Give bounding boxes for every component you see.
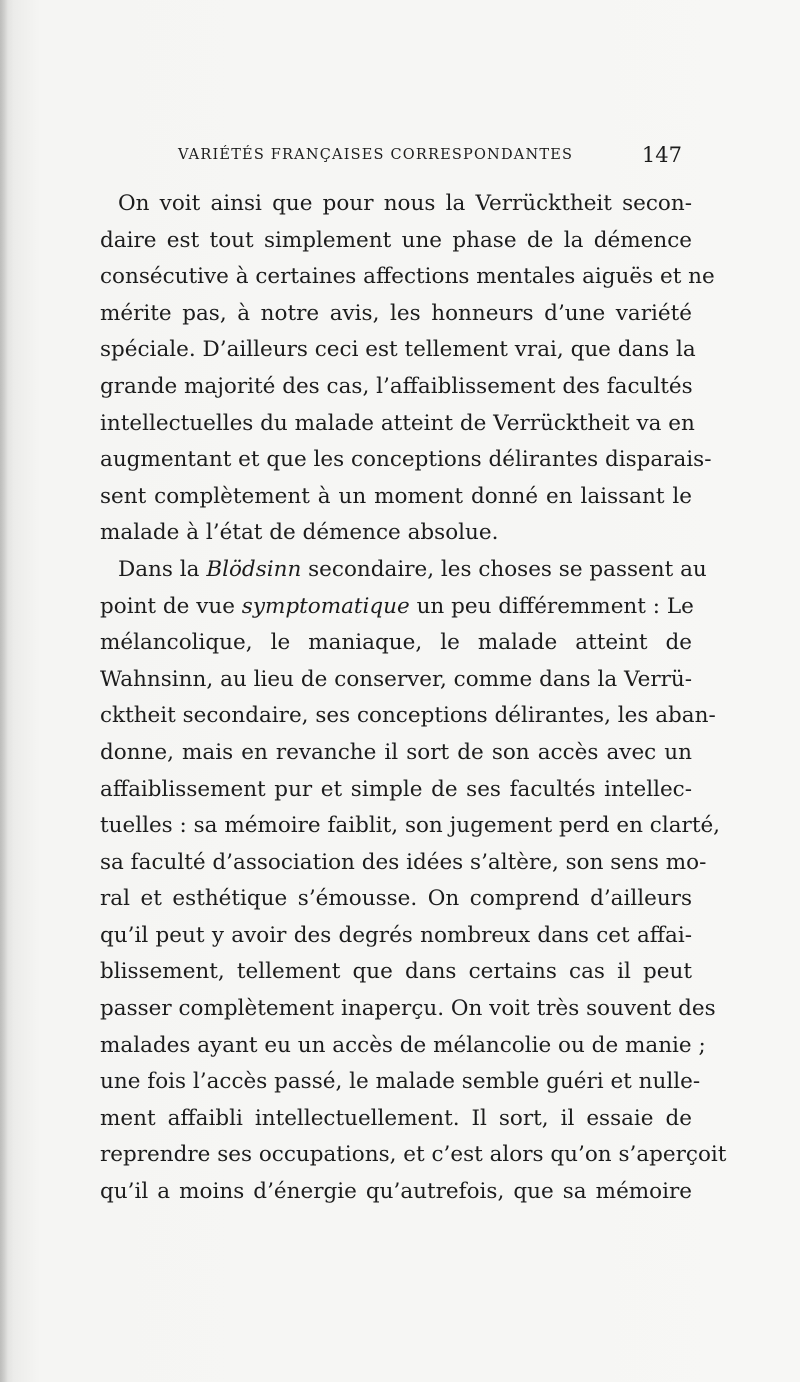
text-line: malades ayant eu un accès de mélancolie ou de manie ; [100, 1032, 706, 1058]
body-text [100, 186, 727, 1211]
text-line: cktheit secondaire, ses conceptions délirantes, les aban- [100, 703, 716, 729]
spine-shadow [0, 0, 8, 1382]
text-run: secondaire, les choses se passent au [301, 556, 707, 582]
text-line: affaiblissement pur et simple de ses facultés intellec- [100, 776, 692, 802]
text-run: point de vue [100, 593, 242, 619]
text-line: consécutive à certaines affections mentales aiguës et ne [100, 264, 715, 290]
text-line: spéciale. D’ailleurs ceci est tellement vrai, que dans la [100, 337, 696, 363]
text-line: passer complètement inaperçu. On voit très souvent des [100, 996, 716, 1022]
text-line: augmentant et que les conceptions délirantes disparais- [100, 447, 712, 473]
text-line: sa faculté d’association des idées s’altère, son sens mo- [100, 849, 707, 875]
text-line: ral et esthétique s’émousse. On comprend d’ailleurs [100, 886, 692, 912]
text-line: une fois l’accès passé, le malade semble guéri et nulle- [100, 1069, 701, 1095]
running-title: VARIÉTÉS FRANÇAISES CORRESPONDANTES [178, 147, 574, 163]
text-line: ment affaibli intellectuellement. Il sort, il essaie de [100, 1105, 692, 1131]
running-head [178, 143, 688, 167]
text-line [100, 589, 692, 626]
text-line: reprendre ses occupations, et c’est alors qu’on s’aperçoit [100, 1142, 727, 1168]
page-number: 147 [641, 143, 682, 167]
text-line: intellectuelles du malade atteint de Verrücktheit va en [100, 410, 695, 436]
text-line [100, 552, 707, 589]
text-line: mérite pas, à notre avis, les honneurs d’une variété [100, 300, 692, 326]
text-line: grande majorité des cas, l’affaiblissement des facultés [100, 373, 693, 399]
text-line: Wahnsinn, au lieu de conserver, comme dans la Verrü- [100, 666, 692, 692]
text-line: qu’il a moins d’énergie qu’autrefois, que sa mémoire [100, 1179, 692, 1205]
text-line: daire est tout simplement une phase de la démence [100, 227, 692, 253]
text-line: malade à l’état de démence absolue. [100, 520, 499, 546]
italic-term: Blödsinn [206, 556, 302, 582]
text-line: tuelles : sa mémoire faiblit, son jugement perd en clarté, [100, 813, 721, 839]
text-line: mélancolique, le maniaque, le malade atteint de [100, 630, 692, 656]
italic-term: symptomatique [241, 593, 410, 619]
text-line: On voit ainsi que pour nous la Verrücktheit secon- [118, 191, 692, 216]
text-line: donne, mais en revanche il sort de son accès avec un [100, 739, 692, 765]
text-run: Dans la [118, 556, 207, 582]
text-line: blissement, tellement que dans certains cas il peut [100, 959, 692, 985]
text-run: un peu différemment : Le [409, 593, 694, 619]
text-line: sent complètement à un moment donné en laissant le [100, 483, 692, 509]
text-line: qu’il peut y avoir des degrés nombreux dans cet affai- [100, 922, 692, 948]
